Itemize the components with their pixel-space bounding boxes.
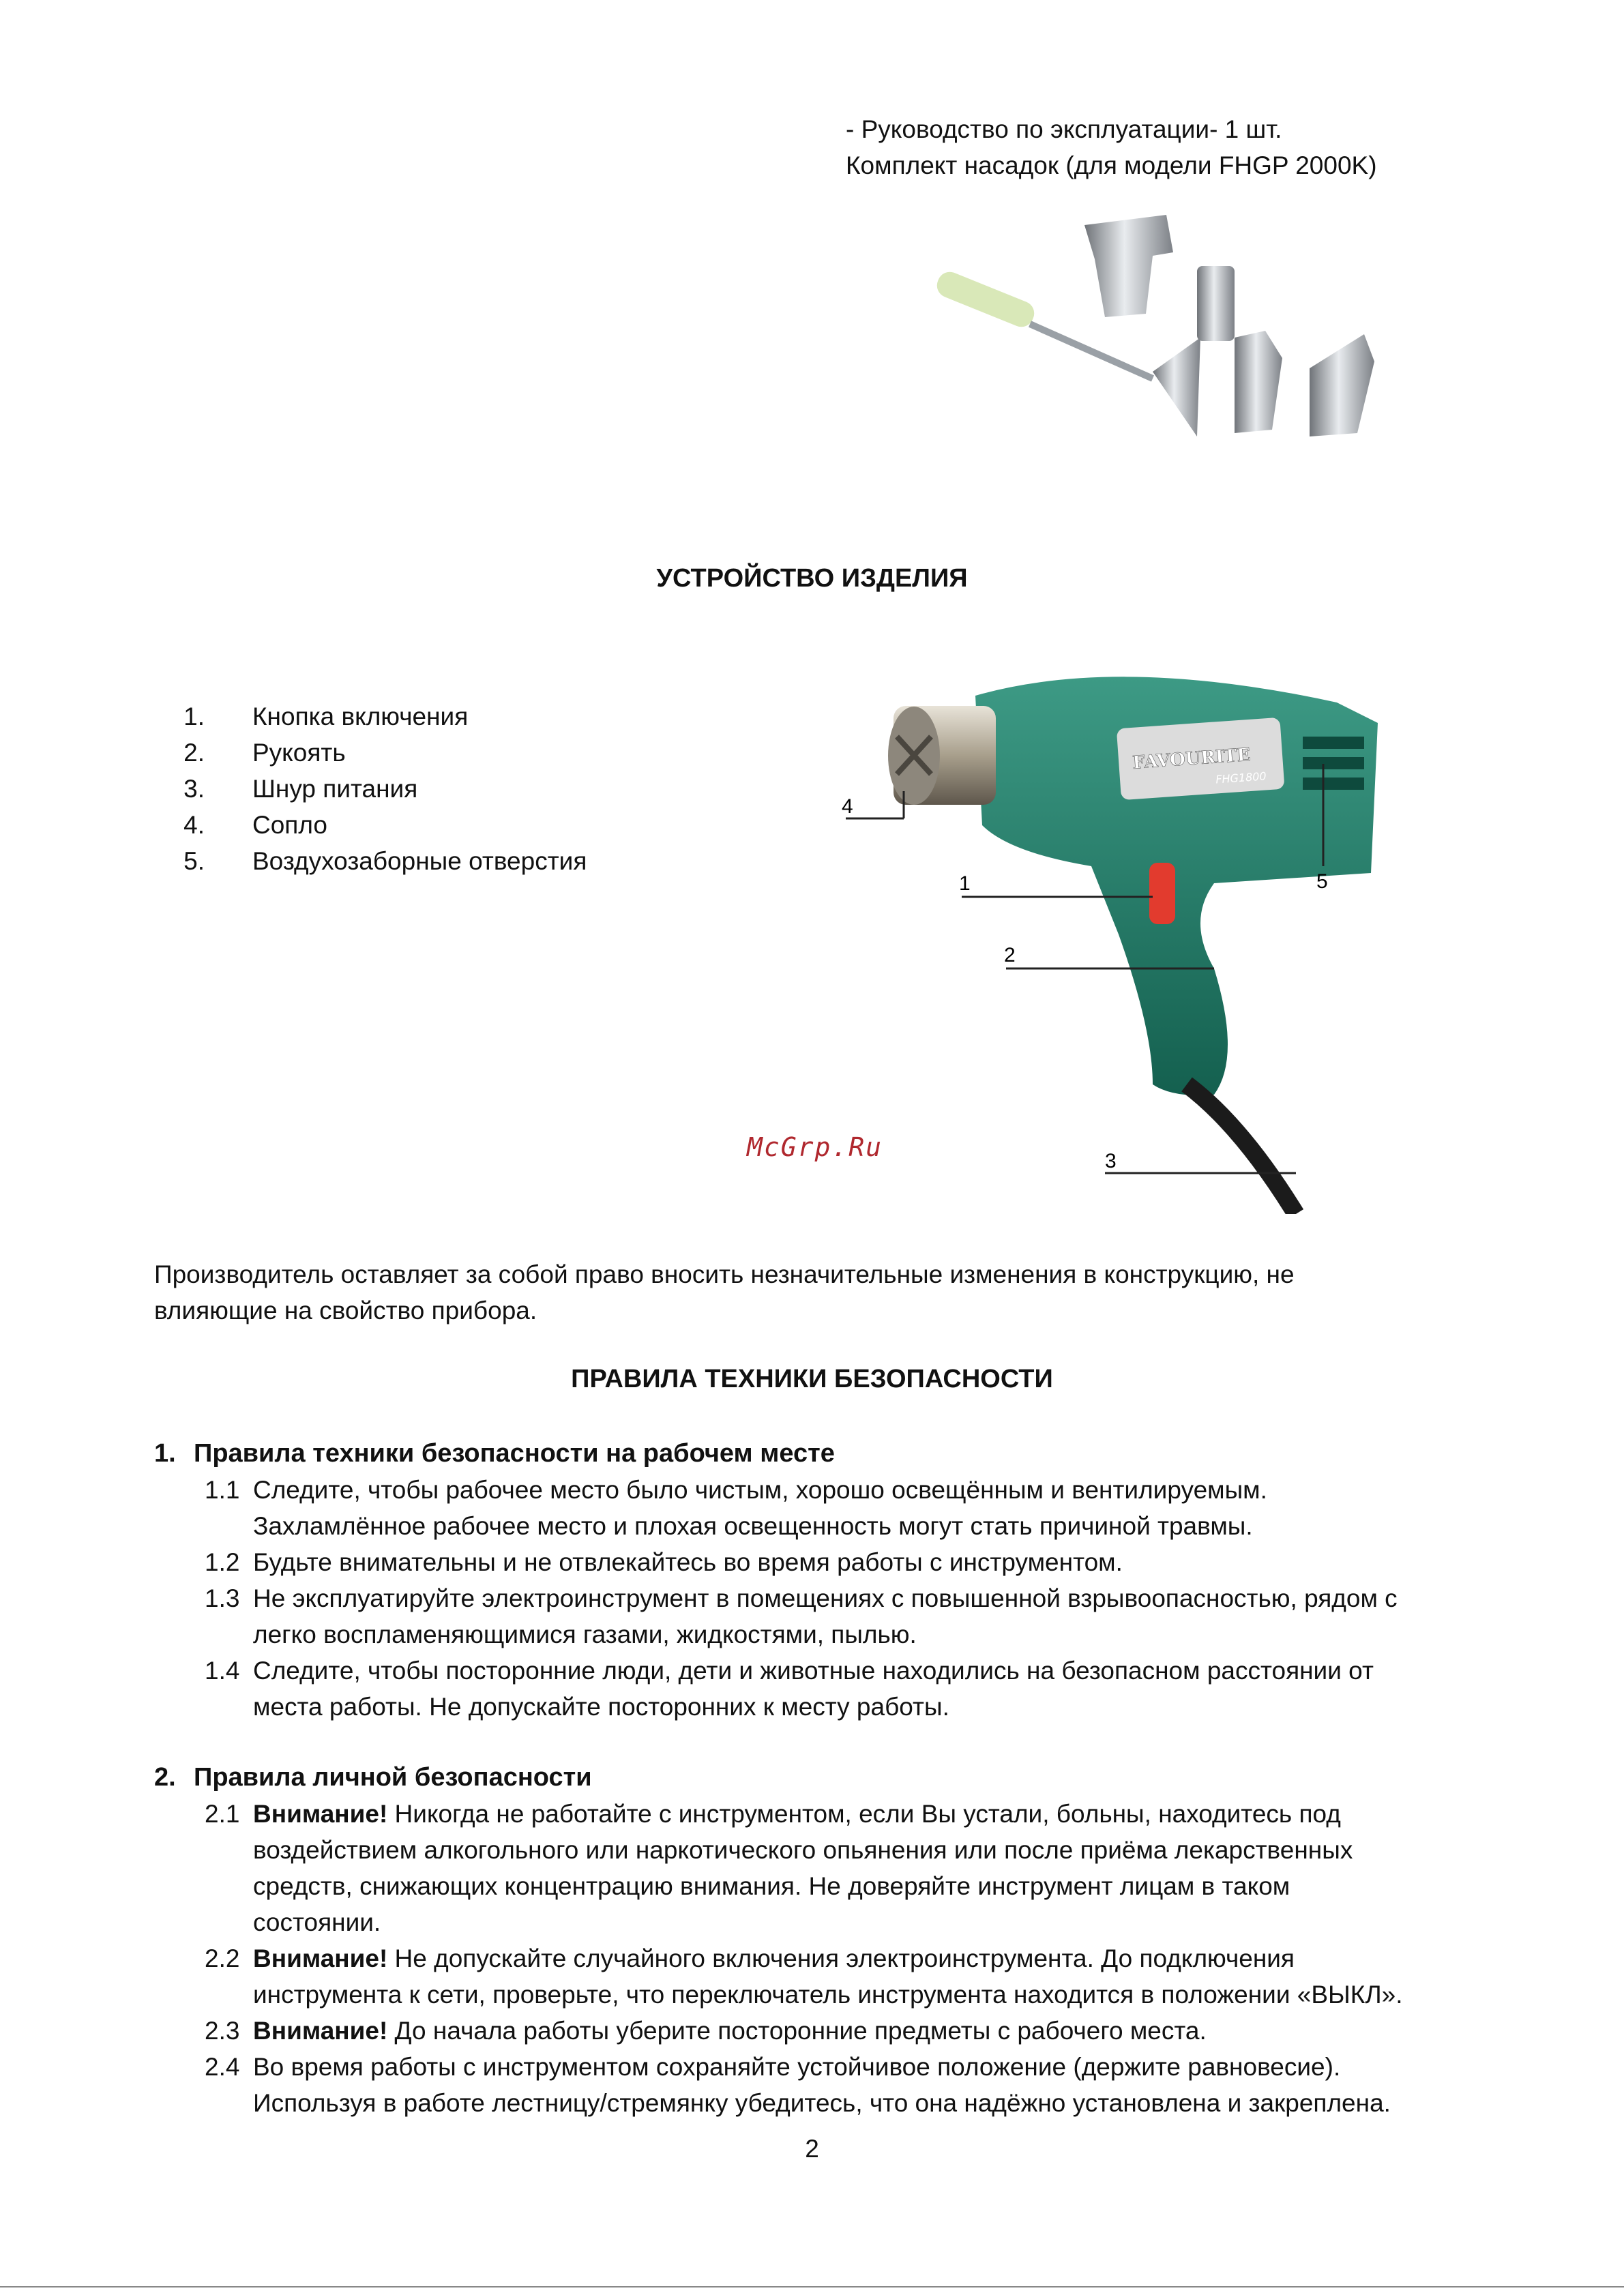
item-text: Внимание! Не допускайте случайного включения электроинструмента. До подключения (253, 1944, 1295, 1972)
warning-label: Внимание! (253, 1944, 388, 1972)
nozzle-set-image (928, 205, 1391, 450)
item-text: воздействием алкогольного или наркотического опьянения или после приёма лекарственных (253, 1836, 1353, 1864)
item-text: Следите, чтобы рабочее место было чистым, хорошо освещённым и вентилируемым. (253, 1476, 1267, 1504)
warning-label: Внимание! (253, 1800, 388, 1828)
item-text: Используя в работе лестницу/стремянку убедитесь, что она надёжно установлена и закреплена. (253, 2089, 1391, 2117)
gun-model: FHG1800 (1215, 769, 1267, 786)
item-text: Во время работы с инструментом сохраняйте устойчивое положение (держите равновесие). (253, 2053, 1341, 2081)
heat-gun-image (832, 648, 1391, 1214)
page-bottom-rule (0, 2286, 1624, 2287)
watermark-text: McGrp.Ru (747, 1132, 883, 1162)
item-text: инструмента к сети, проверьте, что переключатель инструмента находится в положении «ВЫКЛ». (253, 1981, 1403, 2009)
item-text: Не эксплуатируйте электроинструмент в помещениях с повышенной взрывоопасностью, рядом с (253, 1584, 1398, 1612)
section-2-title: 2. Правила личной безопасности (154, 1763, 592, 1792)
list-item: 2.1 (205, 1800, 240, 1828)
kit-line-1: - Руководство по эксплуатации- 1 шт. (846, 115, 1282, 143)
disclaimer-line-2: влияющие на свойство прибора. (154, 1297, 537, 1324)
page-number: 2 (805, 2135, 819, 2163)
callout-2: 2 (1004, 944, 1016, 966)
kit-line-2: Комплект насадок (для модели FHGP 2000K) (846, 151, 1377, 179)
item-text: Следите, чтобы посторонние люди, дети и животные находились на безопасном расстоянии от (253, 1657, 1374, 1685)
list-item: 1.3 (205, 1584, 240, 1612)
list-item: 1.1 (205, 1476, 240, 1504)
item-text: Будьте внимательны и не отвлекайтесь во время работы с инструментом. (253, 1548, 1123, 1576)
item-text: Захламлённое рабочее место и плохая освещенность могут стать причиной травмы. (253, 1512, 1253, 1540)
list-item: 1.2 (205, 1548, 240, 1576)
safety-heading: ПРАВИЛА ТЕХНИКИ БЕЗОПАСНОСТИ (571, 1365, 1053, 1393)
item-text: состоянии. (253, 1908, 381, 1936)
disclaimer-line-1: Производитель оставляет за собой право вносить незначительные изменения в конструкцию, не (154, 1260, 1295, 1288)
list-item: 2.2 (205, 1944, 240, 1972)
item-text: Внимание! Никогда не работайте с инструментом, если Вы устали, больны, находитесь под (253, 1800, 1341, 1828)
warning-label: Внимание! (253, 2017, 388, 2045)
callout-4: 4 (842, 795, 853, 818)
item-text: места работы. Не допускайте посторонних к месту работы. (253, 1693, 949, 1721)
item-text: Внимание! До начала работы уберите посторонние предметы с рабочего места. (253, 2017, 1207, 2045)
callout-1: 1 (959, 872, 971, 895)
list-item: 2.4 (205, 2053, 240, 2081)
item-text: средств, снижающих концентрацию внимания. Не доверяйте инструмент лицам в таком (253, 1872, 1290, 1900)
callout-5: 5 (1316, 870, 1328, 893)
list-item: 2.3 (205, 2017, 240, 2045)
list-item: 1.4 (205, 1657, 240, 1685)
item-text: легко воспламеняющимися газами, жидкостями, пылью. (253, 1620, 917, 1648)
device-heading: УСТРОЙСТВО ИЗДЕЛИЯ (656, 564, 968, 593)
callout-3: 3 (1105, 1150, 1117, 1172)
section-1-title: 1. Правила техники безопасности на рабочем месте (154, 1439, 835, 1468)
gun-brand: FAVOURITE (1132, 744, 1252, 773)
